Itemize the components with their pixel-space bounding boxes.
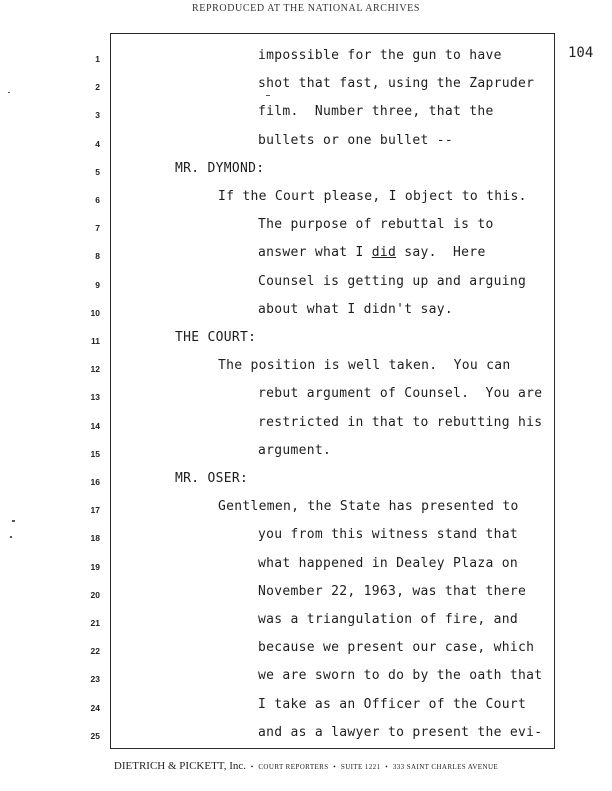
transcript-line: bullets or one bullet -- — [258, 132, 454, 148]
line-number: 22 — [90, 646, 100, 657]
footer-bullet: • — [333, 763, 337, 771]
line-text: answer what I — [258, 245, 372, 261]
transcript-line: and as a lawyer to present the evi- — [258, 724, 543, 740]
scan-speck — [10, 536, 12, 538]
transcript-line: because we present our case, which — [258, 640, 535, 656]
footer-service: COURT REPORTERS — [258, 763, 329, 771]
transcript-line: The purpose of rebuttal is to — [258, 217, 494, 233]
page-number: 104 — [568, 45, 594, 61]
top-rule — [110, 33, 555, 34]
line-number: 6 — [95, 195, 100, 205]
archive-stamp: REPRODUCED AT THE NATIONAL ARCHIVES — [191, 3, 421, 14]
scan-speck — [12, 520, 15, 522]
line-number: 1 — [95, 54, 100, 64]
transcript-line: argument. — [258, 442, 332, 458]
line-number: 11 — [91, 336, 100, 346]
line-number: 12 — [90, 364, 100, 375]
transcript-line: restricted in that to rebutting his — [258, 414, 543, 430]
line-number: 20 — [90, 589, 100, 600]
footer-suite: SUITE 1221 — [340, 763, 381, 771]
line-number: 9 — [95, 279, 100, 290]
transcript-line: rebut argument of Counsel. You are — [258, 386, 543, 402]
transcript-line: about what I didn't say. — [258, 301, 454, 317]
transcript-line: MR. OSER: — [175, 471, 249, 486]
line-number: 17 — [90, 505, 100, 516]
line-number: 5 — [95, 166, 100, 177]
transcript-line: Counsel is getting up and arguing — [258, 273, 527, 289]
line-text: say. Here — [396, 245, 486, 261]
line-number: 2 — [95, 82, 100, 93]
transcript-line: what happened in Dealey Plaza on — [258, 555, 519, 571]
line-number: 15 — [90, 448, 100, 459]
transcript-line: I take as an Officer of the Court — [258, 696, 527, 712]
line-number: 7 — [95, 223, 100, 234]
line-number: 24 — [90, 702, 100, 713]
transcript-line: was a triangulation of fire, and — [258, 612, 519, 627]
scan-speck — [266, 95, 270, 96]
transcript-line: THE COURT: — [175, 330, 257, 345]
footer-bullet: • — [385, 763, 389, 771]
line-number: 18 — [90, 533, 100, 544]
footer — [0, 760, 612, 772]
line-number: 23 — [90, 674, 100, 685]
transcript-line: Gentlemen, the State has presented to — [218, 499, 519, 515]
transcript-line: MR. DYMOND: — [175, 160, 265, 176]
line-number: 4 — [95, 138, 100, 149]
footer-bullet: • — [250, 763, 254, 771]
line-number: 21 — [90, 618, 100, 628]
line-number: 13 — [90, 392, 100, 403]
line-number: 10 — [90, 307, 100, 318]
transcript-line: you from this witness stand that — [258, 527, 519, 543]
line-number: 14 — [90, 420, 100, 431]
line-number: 25 — [90, 730, 100, 741]
footer-address: 333 SAINT CHARLES AVENUE — [392, 763, 499, 771]
transcript-line: impossible for the gun to have — [258, 48, 502, 63]
left-margin-rule — [110, 34, 111, 749]
scan-speck — [8, 92, 10, 93]
line-number: 8 — [95, 251, 100, 262]
transcript-line: we are sworn to do by the oath that — [258, 668, 543, 684]
right-margin-rule — [554, 34, 555, 749]
underlined-word: did — [371, 245, 397, 261]
line-number: 19 — [90, 561, 100, 572]
transcript-line — [258, 245, 486, 260]
line-number: 16 — [90, 477, 100, 487]
line-number: 3 — [95, 110, 100, 121]
transcript-line: The position is well taken. You can — [218, 358, 511, 374]
transcript-line: If the Court please, I object to this. — [218, 189, 527, 204]
bottom-rule — [110, 748, 555, 749]
transcript-line: shot that fast, using the Zapruder — [258, 76, 535, 92]
transcript-line: November 22, 1963, was that there — [258, 583, 527, 599]
footer-firm: DIETRICH & PICKETT, Inc. — [113, 760, 246, 772]
transcript-line: film. Number three, that the — [258, 104, 494, 120]
